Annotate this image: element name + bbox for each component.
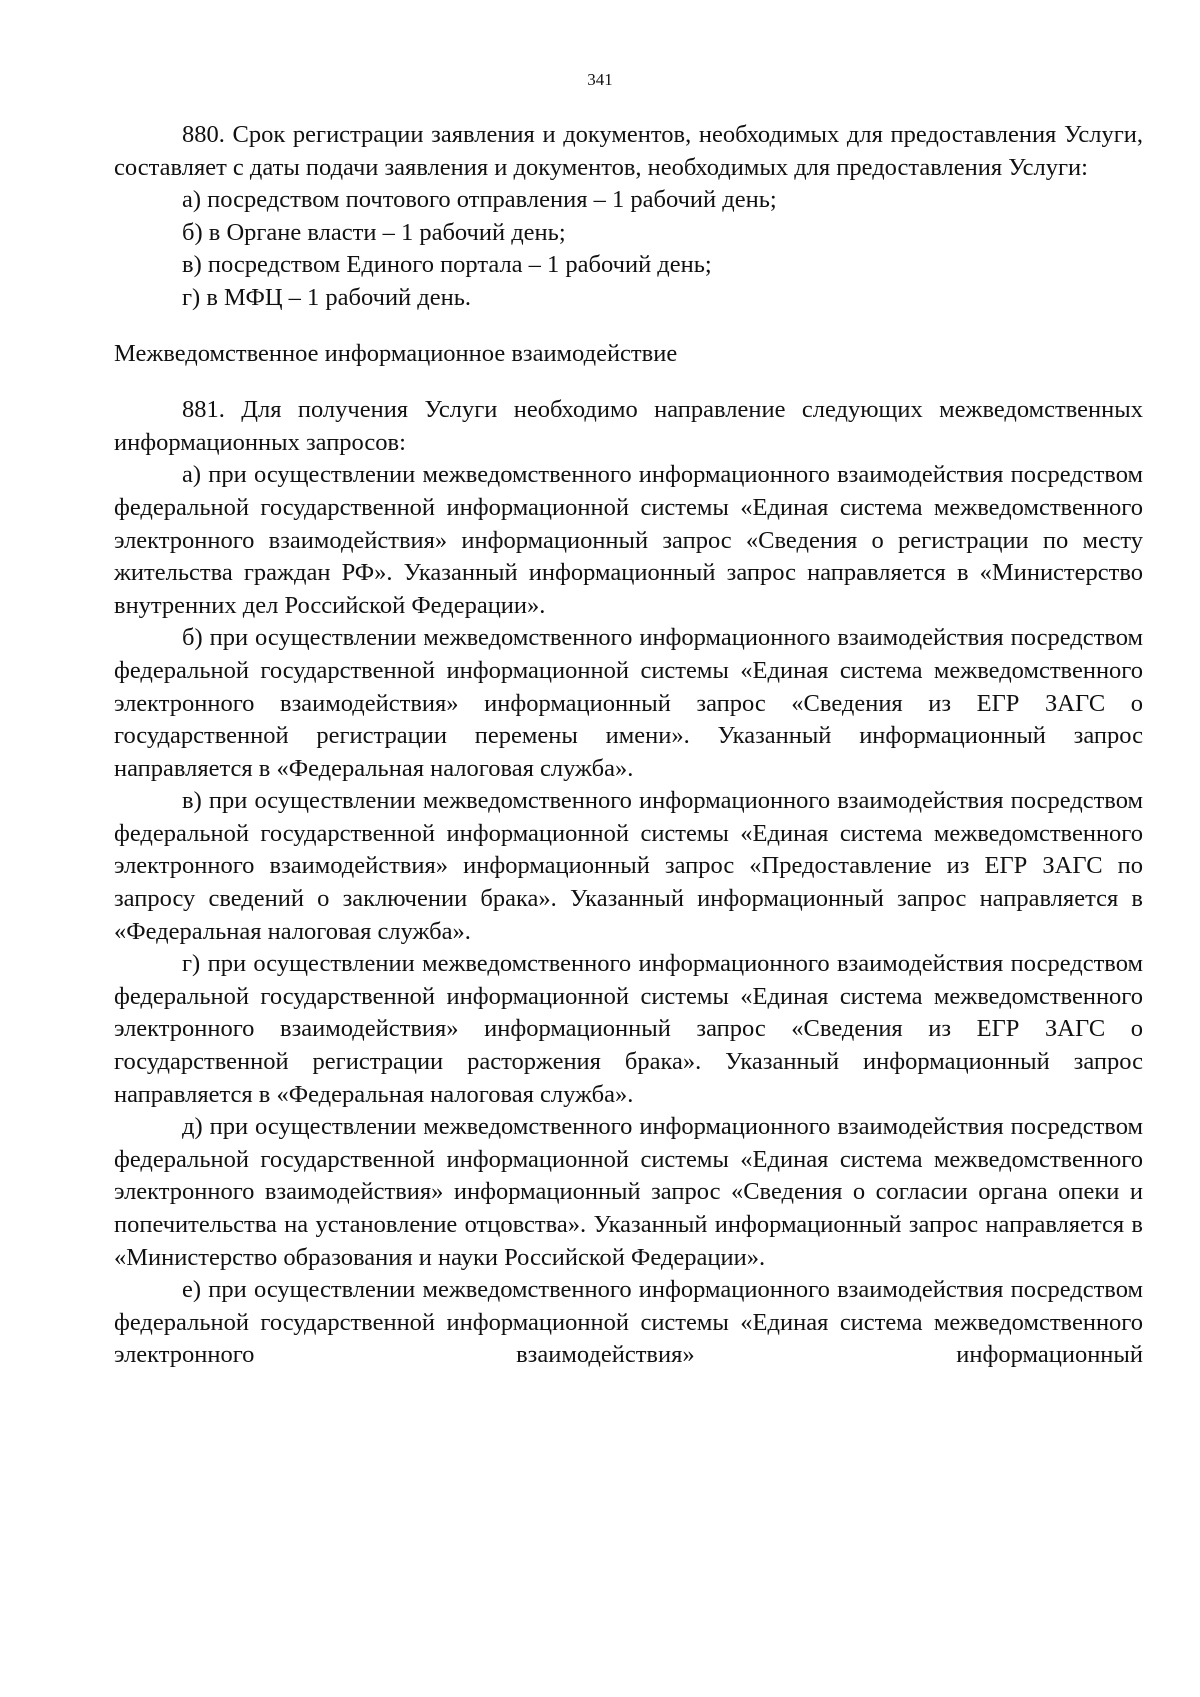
- paragraph-880-intro: 880. Срок регистрации заявления и документов, необходимых для предоставления Услуги, составляет с даты подачи заявления и документов, необходимых для предоставления Услуги:: [114, 121, 1143, 181]
- paragraph-881-item-a: а) при осуществлении межведомственного информационного взаимодействия посредством федеральной государственной информационной системы «Единая система межведомственного электронного взаимодействия» информационный запрос «Сведения о регистрации по месту жительства граждан РФ». Указанный информационный запрос направляется в «Министерство внутренних дел Российской Федерации».: [114, 461, 1143, 619]
- paragraph-881-item-d: д) при осуществлении межведомственного информационного взаимодействия посредством федеральной государственной информационной системы «Единая система межведомственного электронного взаимодействия» информационный запрос «Сведения о согласии органа опеки и попечительства на установление отцовства». Указанный информационный запрос направляется в «Министерство образования и науки Российской Федерации».: [114, 1113, 1143, 1271]
- paragraph-880-item-a: а) посредством почтового отправления – 1 рабочий день;: [182, 186, 777, 214]
- paragraph-880-item-b: б) в Органе власти – 1 рабочий день;: [182, 218, 566, 246]
- paragraph-881-item-g: г) при осуществлении межведомственного информационного взаимодействия посредством федеральной государственной информационной системы «Единая система межведомственного электронного взаимодействия» информационный запрос «Сведения из ЕГР ЗАГС о государственной регистрации расторжения брака». Указанный информационный запрос направляется в «Федеральная налоговая служба».: [114, 950, 1143, 1108]
- section-heading: Межведомственное информационное взаимодействие: [114, 339, 678, 367]
- paragraph-880-item-v: в) посредством Единого портала – 1 рабочий день;: [182, 251, 712, 279]
- paragraph-881-item-e: е) при осуществлении межведомственного информационного взаимодействия посредством федеральной государственной информационной системы «Единая система межведомственного электронного взаимодействия» информационный: [114, 1276, 1143, 1369]
- paragraph-881-item-b: б) при осуществлении межведомственного информационного взаимодействия посредством федеральной государственной информационной системы «Единая система межведомственного электронного взаимодействия» информационный запрос «Сведения из ЕГР ЗАГС о государственной регистрации перемены имени». Указанный информационный запрос направляется в «Федеральная налоговая служба».: [114, 624, 1143, 782]
- paragraph-881-intro: 881. Для получения Услуги необходимо направление следующих межведомственных информационных запросов:: [114, 396, 1143, 456]
- document-body: [114, 119, 1143, 1372]
- paragraph-881-item-v: в) при осуществлении межведомственного информационного взаимодействия посредством федеральной государственной информационной системы «Единая система межведомственного электронного взаимодействия» информационный запрос «Предоставление из ЕГР ЗАГС по запросу сведений о заключении брака». Указанный информационный запрос направляется в «Федеральная налоговая служба».: [114, 787, 1143, 945]
- page-number: 341: [587, 70, 613, 89]
- paragraph-880-item-g: г) в МФЦ – 1 рабочий день.: [182, 283, 472, 311]
